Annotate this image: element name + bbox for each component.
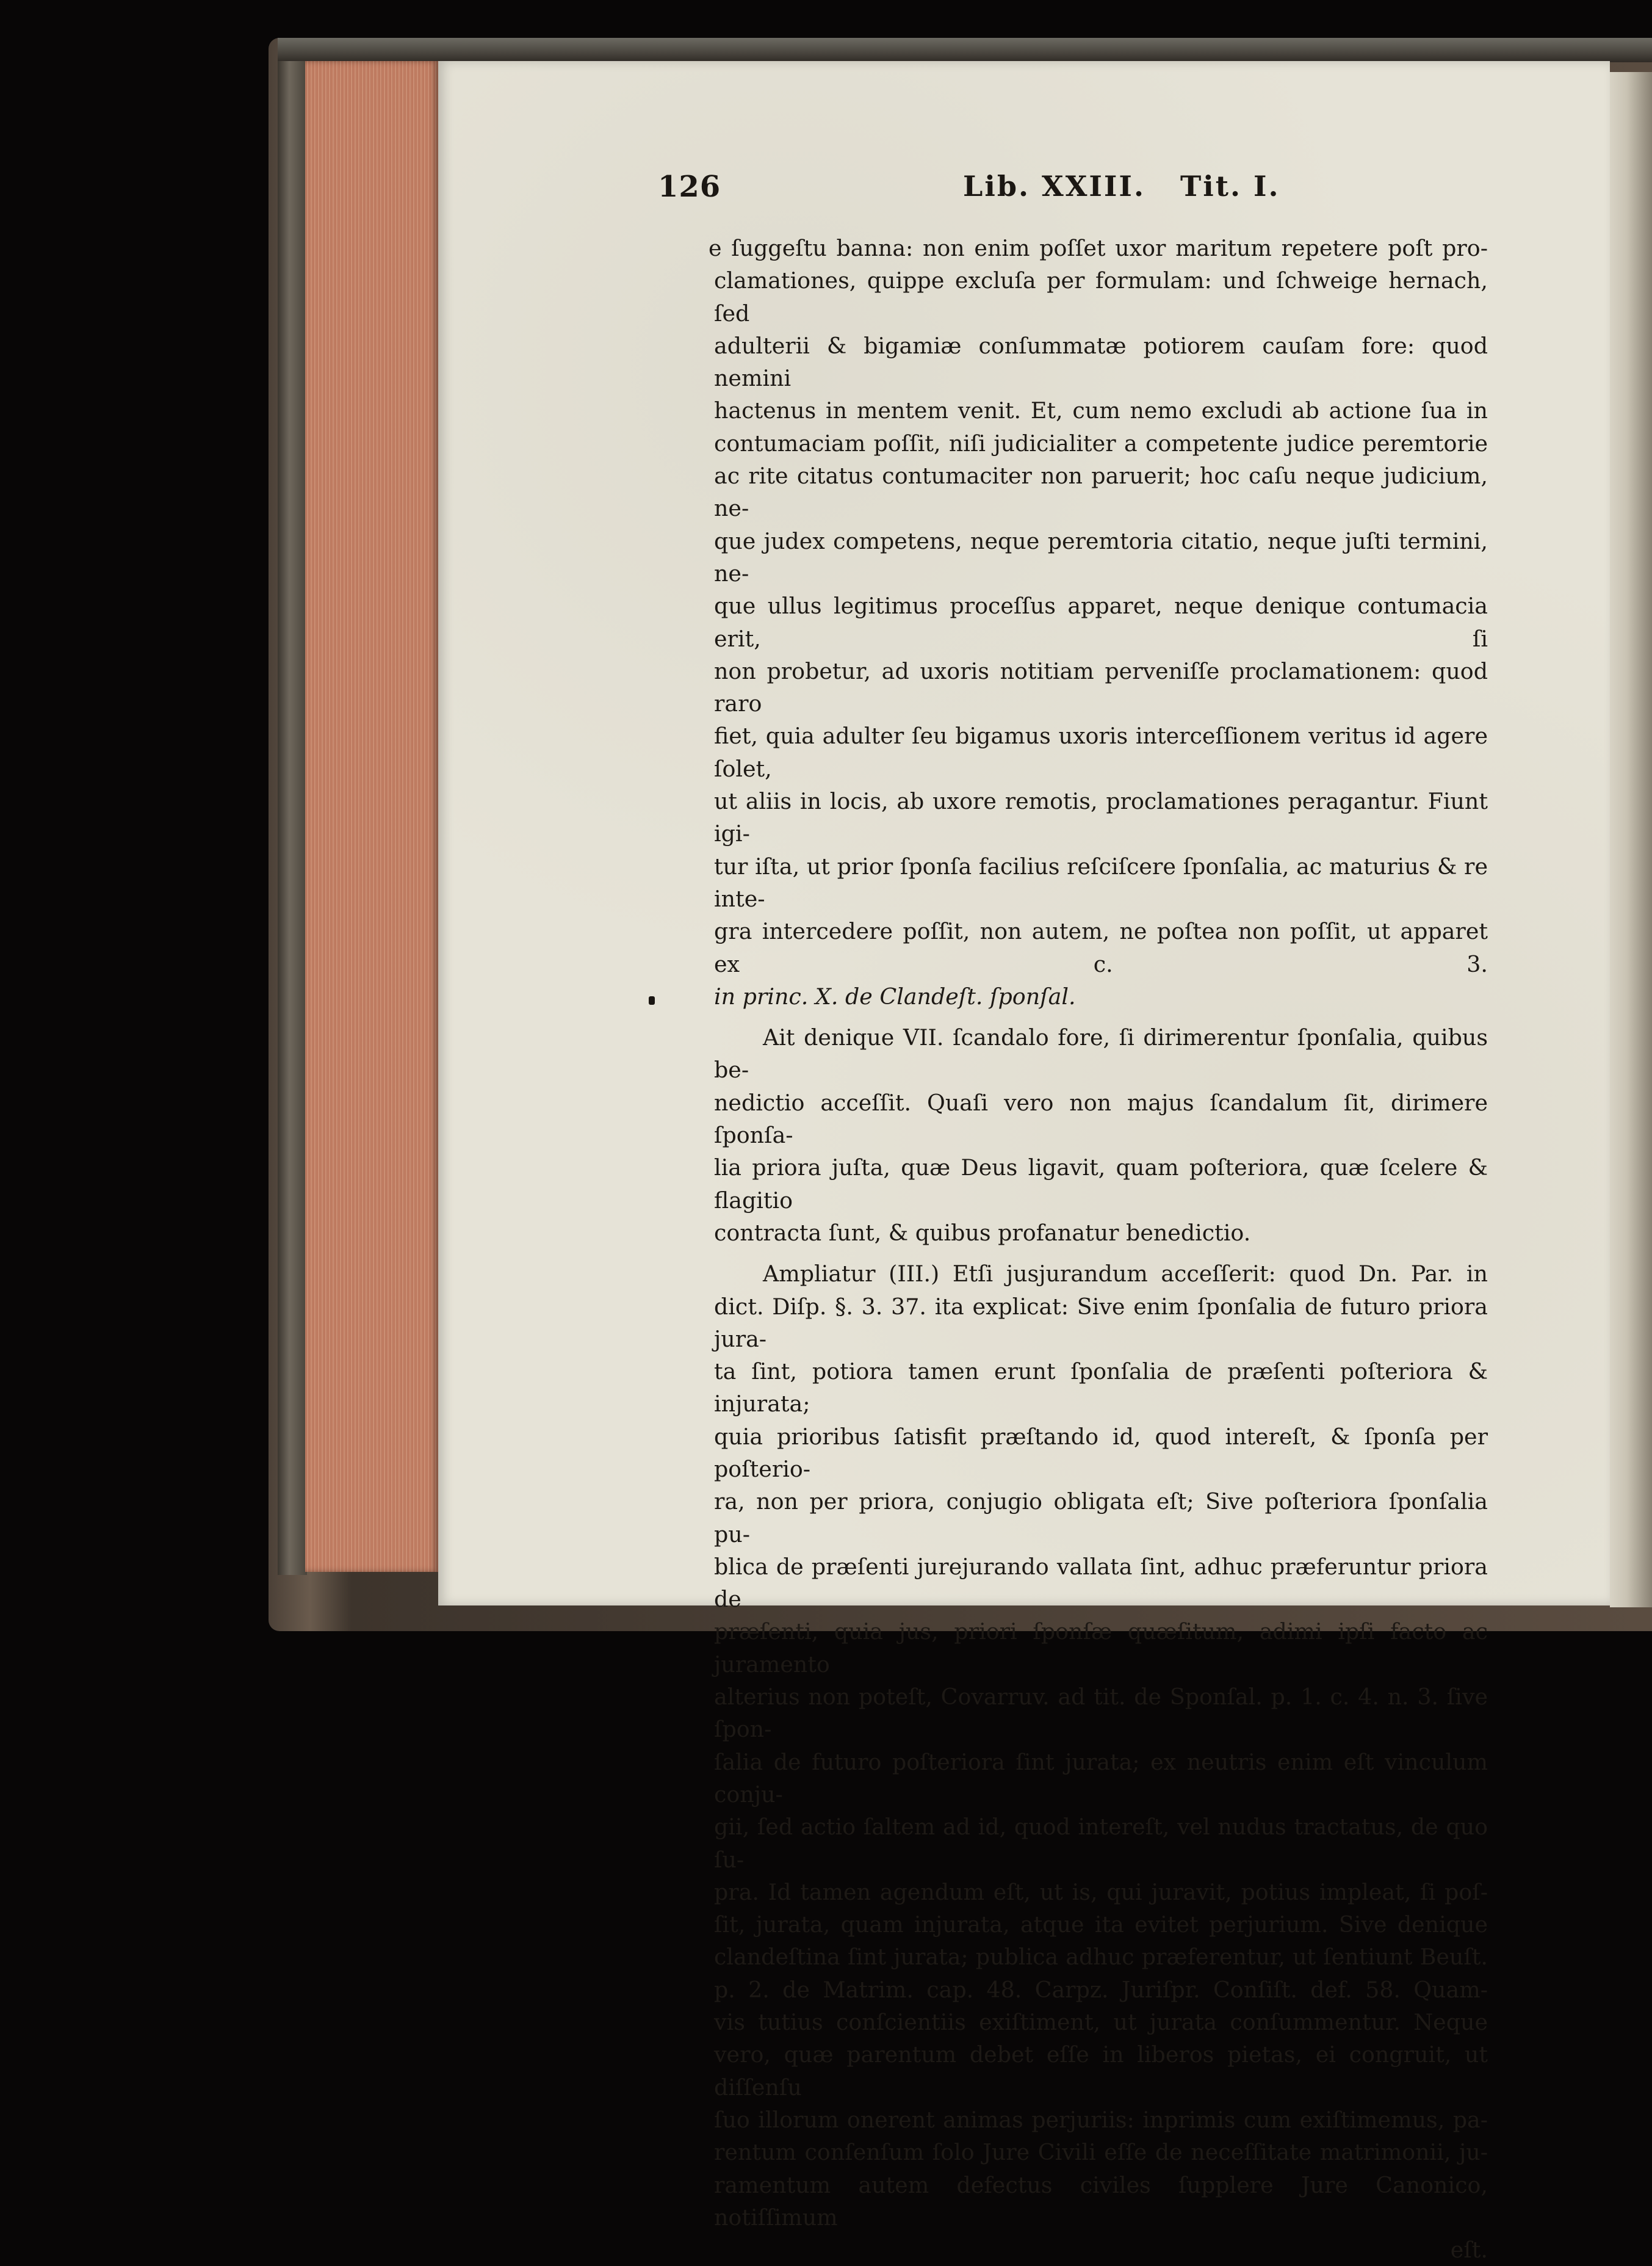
- page-edges: [305, 61, 438, 1572]
- text-line: que judex competens, neque peremtoria citatio, neque juſti termini, ne-: [714, 527, 1488, 587]
- text-line: ra, non per priora, conjugio obligata eſt; Sive poſteriora ſponſalia pu-: [714, 1488, 1488, 1547]
- page-header: [658, 170, 1488, 212]
- ink-spot: [649, 996, 655, 1005]
- text-line: vis tutius conſcientiis exiſtiment, ut jurata conſummentur. Neque: [714, 2009, 1488, 2036]
- text-line: ramentum autem defectus civiles ſupplere Jure Canonico, notiſſimum: [714, 2171, 1488, 2231]
- text-line: contracta ſunt, & quibus profanatur benedictio.: [714, 1219, 1251, 1246]
- book-binding: [278, 61, 307, 1575]
- body-text: [709, 232, 1488, 2266]
- text-line: rentum conſenſum ſolo Jure Civili eſſe de neceſſitate matrimonii, ju-: [714, 2139, 1488, 2166]
- text-line: Ampliatur (III.) Etſi jusjurandum acceſſerit: quod Dn. Par. in: [763, 1261, 1488, 1287]
- text-line: e ſuggeſtu banna: non enim poſſet uxor maritum repetere poſt pro-: [709, 235, 1488, 261]
- text-line: fiet, quia adulter ſeu bigamus uxoris interceſſionem veritus id agere ſolet,: [714, 723, 1488, 782]
- text-line: nedictio acceſſit. Quaſi vero non majus ſcandalum ſit, dirimere ſponſa-: [714, 1089, 1488, 1149]
- paragraph-2: [714, 1021, 1488, 1249]
- text-line: que ullus legitimus proceſſus apparet, neque denique contumacia erit, ſi: [714, 593, 1488, 652]
- text-line: quia prioribus ſatisfit præſtando id, quod intereſt, & ſponſa per poſterio-: [714, 1423, 1488, 1482]
- text-line: blica de præſenti jurejurando vallata ſint, adhuc præferuntur priora de: [714, 1553, 1488, 1613]
- text-line: ut aliis in locis, ab uxore remotis, proclamationes peragantur. Fiunt igi-: [714, 788, 1488, 847]
- text-line: contumaciam poſſit, niſi judicialiter a competente judice peremtorie: [714, 430, 1488, 457]
- text-line: vero, quæ parentum debet eſſe in liberos pietas, ei congruit, ut diſſenſu: [714, 2041, 1488, 2101]
- book-top-edge: [278, 38, 1652, 62]
- text-line: non probetur, ad uxoris notitiam perveniſſe proclamationem: quod raro: [714, 657, 1488, 717]
- text-line: dict. Diſp. §. 3. 37. ita explicat: Sive enim ſponſalia de futuro priora jura-: [714, 1293, 1488, 1352]
- paragraph-3: [714, 1258, 1488, 2266]
- text-line: tur iſta, ut prior ſponſa facilius reſciſcere ſponſalia, ac maturius & re inte-: [714, 853, 1488, 912]
- text-line: clamationes, quippe excluſa per formulam: und ſchweige hernach, ſed: [714, 267, 1488, 327]
- text-line: Ait denique VII. ſcandalo fore, ſi dirimerentur ſponſalia, quibus be-: [714, 1024, 1488, 1084]
- catchword: eſt.: [1450, 2237, 1488, 2264]
- paragraph-1: [709, 232, 1488, 1013]
- text-line: ta ſint, potiora tamen erunt ſponſalia de præſenti poſteriora & injurata;: [714, 1358, 1488, 1417]
- text-line: gra intercedere poſſit, non autem, ne poſtea non poſſit, ut apparet ex c. 3.: [714, 918, 1488, 977]
- text-line: clandeſtina ſint jurata; publica adhuc præferentur, ut ſentiunt Beuſt.: [714, 1944, 1488, 1971]
- page-number: 126: [658, 170, 721, 204]
- text-line: in princ. X. de Clandeſt. ſponſal.: [714, 983, 1076, 1010]
- text-line: ſuo illorum onerent animas perjuriis: inprimis cum exiſtimemus, pa-: [714, 2106, 1488, 2133]
- text-line: gii, ſed actio ſaltem ad id, quod intereſt, vel nudus tractatus, de quo ſu-: [714, 1814, 1488, 1873]
- text-line: pra. Id tamen agendum eſt, ut is, qui juravit, potius impleat, ſi poſ-: [714, 1878, 1488, 1905]
- text-line: adulterii & bigamiæ conſummatæ potiorem cauſam fore: quod nemini: [714, 332, 1488, 392]
- text-line: hactenus in mentem venit. Et, cum nemo excludi ab actione ſua in: [714, 397, 1488, 424]
- text-line: alterius non poteſt, Covarruv. ad tit. de Sponſal. p. 1. c. 4. n. 3. ſive ſpon-: [714, 1684, 1488, 1743]
- text-line: p. 2. de Matrim. cap. 48. Carpz. Juriſpr. Conſiſt. def. 58. Quam-: [714, 1976, 1488, 2003]
- text-line: ſit, jurata, quam injurata, atque ita evitet perjurium. Sive denique: [714, 1911, 1488, 1938]
- text-line: ac rite citatus contumaciter non paruerit; hoc caſu neque judicium, ne-: [714, 463, 1488, 522]
- running-head: Lib. XXIII. Tit. I.: [963, 170, 1280, 203]
- text-line: præſenti, quia jus, priori ſponſæ quæſitum, adimi ipſi facto ac juramento: [714, 1618, 1488, 1678]
- text-line: ſalia de futuro poſteriora ſint jurata; ex neutris enim eſt vinculum conju-: [714, 1748, 1488, 1808]
- next-page-edge: [1610, 72, 1652, 1607]
- text-line: lia priora juſta, quæ Deus ligavit, quam poſteriora, quæ ſcelere & flagitio: [714, 1154, 1488, 1214]
